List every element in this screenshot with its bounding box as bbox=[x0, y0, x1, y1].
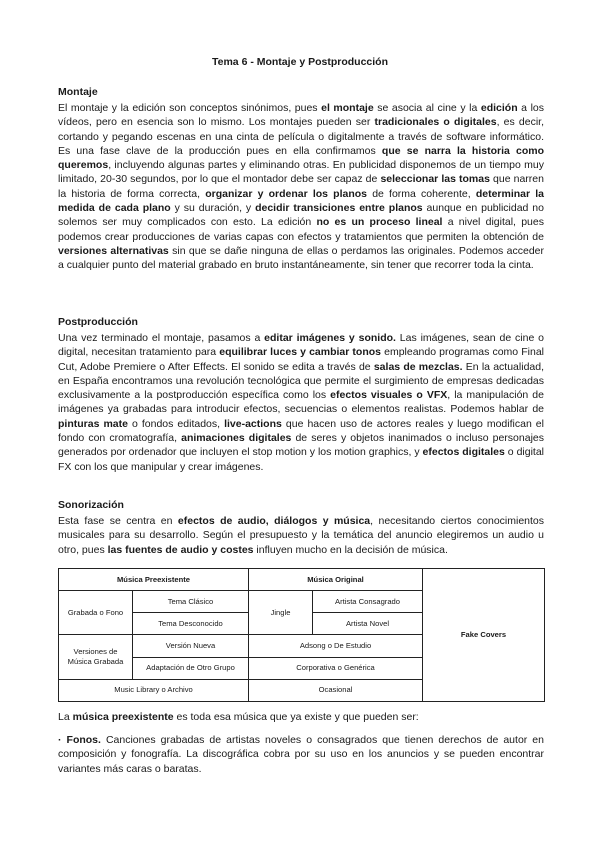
heading-sonorizacion: Sonorización bbox=[58, 499, 124, 511]
text-run: a nivel digital, pues podemos crear producciones de varias capas con efectos y tratamientos que permiten la obtención de bbox=[58, 216, 544, 243]
cell-versiones: Versiones de Música Grabada bbox=[59, 635, 133, 679]
bold-text: seleccionar las tomas bbox=[380, 173, 490, 186]
text-run: En la actualidad, en España encontramos una revolución tecnológica que permite el surgimiento de empresas dedicadas exclusivamente a la postproducción específica como los bbox=[58, 360, 545, 402]
text-run: a los vídeos, pero en esencia son lo mismo. Los montajes pueden ser bbox=[58, 102, 544, 129]
cell-artista-consagrado: Artista Consagrado bbox=[313, 591, 423, 613]
bold-text: editar imágenes y sonido. bbox=[264, 332, 396, 344]
paragraph-musica-intro bbox=[58, 710, 544, 724]
text-run: La bbox=[58, 711, 73, 723]
bold-text: decidir transiciones entre planos bbox=[255, 202, 423, 215]
header-musica-preexistente: Música Preexistente bbox=[59, 569, 249, 591]
text-run: es toda esa música que ya existe y que pueden ser: bbox=[173, 711, 419, 723]
cell-tema-clasico: Tema Clásico bbox=[133, 591, 249, 613]
bold-text: equilibrar luces y cambiar tonos bbox=[219, 346, 382, 359]
text-run: que hacen uso de actores reales y luego modifican el fondo con cromatografía, bbox=[58, 417, 544, 445]
cell-fake-covers: Fake Covers bbox=[423, 569, 545, 702]
cell-ocasional: Ocasional bbox=[249, 679, 423, 701]
music-sources-table bbox=[58, 568, 545, 702]
paragraph-fonos bbox=[58, 733, 544, 776]
cell-corporativa: Corporativa o Genérica bbox=[249, 657, 423, 679]
text-run: , necesitando ciertos conocimientos musicales para su desarrollo. Según el presupuesto y la temática del anuncio elegiremos un audio u otro, pues bbox=[58, 515, 545, 556]
page-title: Tema 6 - Montaje y Postproducción bbox=[212, 56, 388, 68]
cell-music-library: Music Library o Archivo bbox=[59, 679, 249, 701]
bold-text: live-actions bbox=[224, 417, 282, 430]
bold-text: el montaje bbox=[321, 102, 374, 114]
cell-tema-desconocido: Tema Desconocido bbox=[133, 613, 249, 635]
paragraph-postproduccion bbox=[58, 331, 544, 474]
header-musica-original: Música Original bbox=[249, 569, 423, 591]
paragraph-montaje bbox=[58, 101, 544, 273]
text-run: , incluyendo algunas partes y eliminando otras. En publicidad disponemos de un tiempo muy limitado, 20-30 segundos, por lo que el montador debe ser capaz de bbox=[58, 159, 544, 186]
bold-text: salas de mezclas. bbox=[373, 360, 463, 373]
bold-text: que se narra la historia como queremos bbox=[58, 144, 544, 172]
cell-jingle: Jingle bbox=[249, 591, 313, 635]
bold-text: las fuentes de audio y costes bbox=[107, 543, 254, 556]
text-run: Las imágenes, sean de cine o digital, necesitan tratamiento para bbox=[58, 332, 544, 359]
text-run: empleando programas como Final Cut, Adobe Premiere o After Effects. El sonido se edita a través de bbox=[58, 346, 544, 373]
bold-text: determinar la medida de cada plano bbox=[58, 187, 544, 215]
bold-text: edición bbox=[480, 102, 518, 114]
text-run: influyen mucho en la decisión de música. bbox=[253, 543, 448, 556]
text-run: Una vez terminado el montaje, pasamos a bbox=[58, 332, 265, 344]
bold-text: no es un proceso lineal bbox=[316, 216, 443, 229]
cell-version-nueva: Versión Nueva bbox=[133, 635, 249, 657]
text-run: sin que se dañe ninguna de ellas o perdamos las originales. Podemos acceder a cualquier punto del material grabado en bruto instantáneamente, sin tener que recorrer toda la cinta. bbox=[58, 244, 545, 272]
cell-adsong: Adsong o De Estudio bbox=[249, 635, 423, 657]
text-run: El montaje y la edición son conceptos sinónimos, pues bbox=[58, 102, 322, 114]
text-run: que narren la historia de forma correcta, bbox=[58, 173, 544, 200]
text-run: Esta fase se centra en bbox=[58, 515, 178, 527]
bold-text: efectos visuales o VFX bbox=[330, 389, 448, 402]
cell-grabada-fono: Grabada o Fono bbox=[59, 591, 133, 635]
text-run: , la manipulación de imágenes ya grabadas para introducir efectos, secuencias o elementos realistas. Podemos hablar de bbox=[58, 389, 544, 416]
bold-text: música preexistente bbox=[72, 711, 174, 723]
bold-text: efectos digitales bbox=[422, 446, 505, 459]
text-run: de forma coherente, bbox=[367, 187, 476, 200]
cell-adaptacion: Adaptación de Otro Grupo bbox=[133, 657, 249, 679]
text-run: de seres y objetos inanimados o incluso personajes generados por ordenador que incluyen el stop motion y los motion graphics, y bbox=[58, 432, 544, 459]
bold-text: pinturas mate bbox=[58, 417, 128, 430]
text-run: aunque en publicidad no solemos ser muy complicados con esto. La edición bbox=[58, 202, 544, 229]
text-run: se asocia al cine y la bbox=[373, 102, 481, 114]
bold-text: animaciones digitales bbox=[181, 432, 292, 445]
bold-text: efectos de audio, diálogos y música bbox=[177, 515, 371, 527]
bold-text: versiones alternativas bbox=[58, 244, 169, 257]
cell-artista-novel: Artista Novel bbox=[313, 613, 423, 635]
bold-text: tradicionales o digitales bbox=[374, 116, 497, 129]
paragraph-sonorizacion bbox=[58, 514, 544, 557]
text-run: y su duración, y bbox=[170, 202, 256, 215]
bold-text: · Fonos. bbox=[58, 734, 101, 746]
text-run: , es decir, cortando y pegando escenas en una cinta de película o digitalmente a través de software informático. Es una fase clave de la producción pues en ella confirmamos bbox=[58, 116, 544, 157]
heading-montaje: Montaje bbox=[58, 86, 98, 98]
text-run: o fondos editados, bbox=[127, 417, 225, 430]
heading-postproduccion: Postproducción bbox=[58, 316, 138, 328]
text-run: Canciones grabadas de artistas noveles o consagrados que tienen derechos de autor en composición y fonografía. La discográfica cobra por su uso en los anuncios y se pueden encontrar variantes más caras o baratas. bbox=[58, 734, 544, 775]
bold-text: organizar y ordenar los planos bbox=[205, 187, 368, 200]
text-run: o digital FX con los que manipular y crear imágenes. bbox=[58, 446, 545, 473]
